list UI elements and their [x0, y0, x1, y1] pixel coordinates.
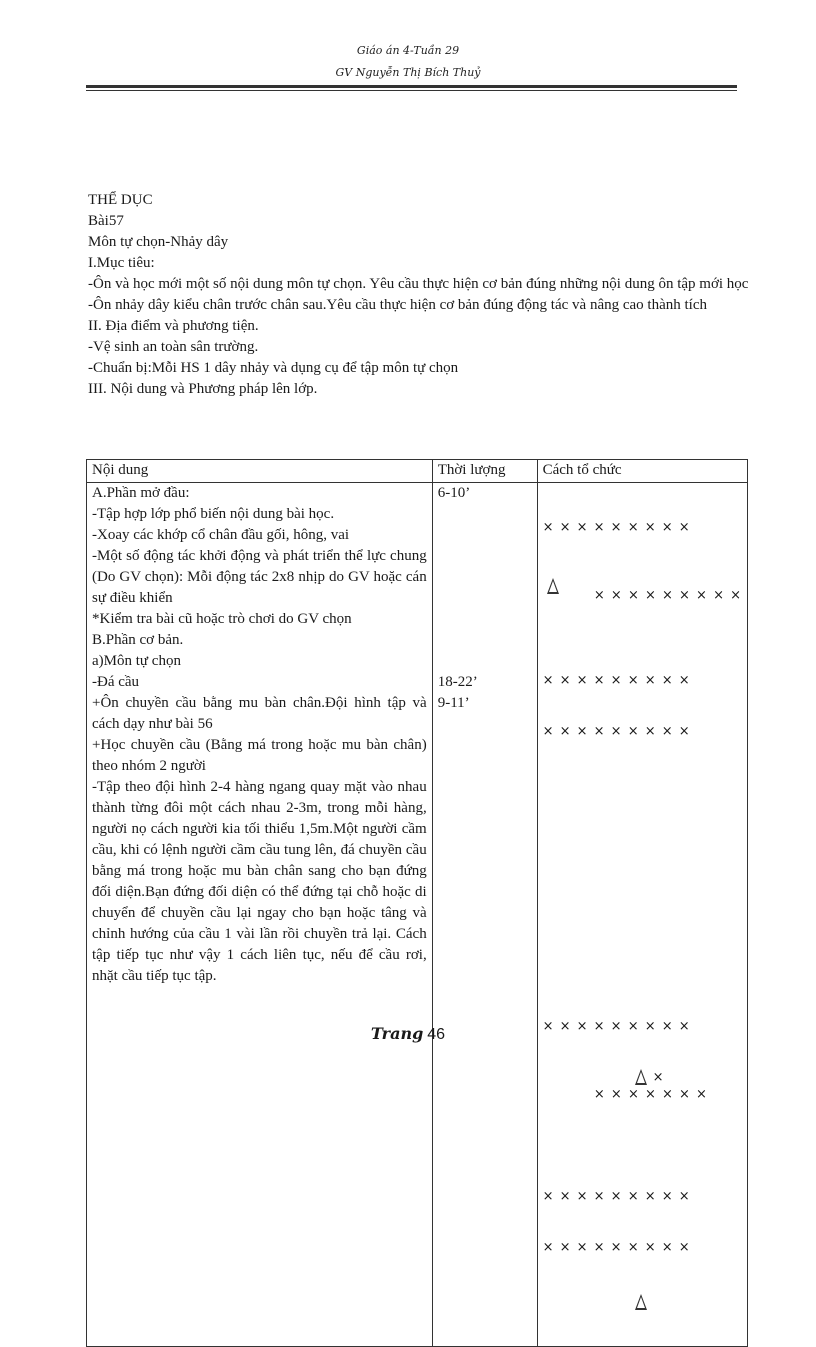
- objective-2: -Ôn nhảy dây kiểu chân trước chân sau.Yêu cầu thực hiện cơ bản đúng động tác và nâng cao thành tích: [88, 297, 707, 313]
- duration-main-2: 9-11’: [437, 695, 470, 711]
- formation-row: × × × × × × × × ×: [542, 1189, 691, 1204]
- content-line: -Một số động tác khởi động và phát triển thể lực chung (Do GV chọn): Mỗi động tác 2x8 nhịp do GV hoặc cán sự điều khiển: [92, 548, 427, 606]
- section-methods: III. Nội dung và Phương pháp lên lớp.: [88, 381, 318, 397]
- duration-cell: [432, 483, 537, 1347]
- page-header: [0, 40, 816, 84]
- content-line: a)Môn tự chọn: [92, 653, 181, 669]
- formation-row: × × × × × × × × ×: [542, 1240, 691, 1255]
- formation-bottom: × × × × × × × × × × × × × × × × × × × × × × × × × × × × × × × × × × ×: [543, 984, 742, 1346]
- header-organization: Cách tổ chức: [537, 460, 747, 483]
- page-number: 46: [427, 1026, 446, 1043]
- location-item-1: -Vệ sinh an toàn sân trường.: [88, 339, 259, 355]
- formation-row: × × × × × × × × ×: [593, 588, 742, 603]
- table-header-row: [87, 460, 748, 483]
- teacher-marker-icon: [635, 1069, 647, 1085]
- page-label: Trang: [370, 1024, 424, 1043]
- formation-row: × × × × × × × × ×: [542, 520, 691, 535]
- content-line: +Học chuyền cầu (Bằng má trong hoặc mu bàn chân) theo nhóm 2 người: [92, 737, 427, 774]
- header-content: Nội dung: [87, 460, 433, 483]
- formation-row: × × × × × × × × ×: [542, 724, 691, 739]
- content-line: B.Phần cơ bản.: [92, 632, 184, 648]
- content-cell: [87, 483, 433, 1347]
- subject-title: THỂ DỤC: [88, 192, 153, 208]
- formation-row: × × × × × × × × ×: [542, 1019, 691, 1034]
- formation-top: [543, 485, 742, 774]
- content-line: -Đá cầu: [92, 674, 140, 690]
- location-item-2: -Chuẩn bị:Mỗi HS 1 dây nhảy và dụng cụ để tập môn tự chọn: [88, 360, 459, 376]
- content-line: +Ôn chuyền cầu bằng mu bàn chân.Đội hình tập và cách dạy như bài 56: [92, 695, 427, 732]
- header-divider: [86, 85, 737, 88]
- page-footer: [0, 1024, 816, 1044]
- content-line: *Kiểm tra bài cũ hoặc trò chơi do GV chọn: [92, 611, 352, 627]
- content-line: A.Phần mở đầu:: [92, 485, 190, 501]
- header-duration: Thời lượng: [432, 460, 537, 483]
- teacher-marker-icon: [547, 578, 559, 594]
- header-line-2: GV Nguyễn Thị Bích Thuỷ: [335, 66, 481, 79]
- duration-main-1: 18-22’: [437, 674, 478, 690]
- content-line: -Tập theo đội hình 2-4 hàng ngang quay mặt vào nhau thành từng đôi một cách nhau 2-3m, trong mỗi hàng, người nọ cách người kia tối thiểu 1,5m.Một người cầm cầu, khi có lệnh người cầm cầu tung lên, đá chuyền cầu bằng má trong hoặc mu bàn chân sang cho bạn đứng đối diện.Bạn đứng đối diện có thể đứng tại chỗ hoặc di chuyển để chuyền cầu lại ngay cho bạn hoặc tâng và chỉnh hướng của cầu 1 vài lần rồi chuyền trả lại. Cách tập tiếp tục như vậy 1 cách liên tục, nếu để cầu rơi, nhặt cầu tiếp tục tập.: [92, 779, 427, 984]
- teacher-marker-icon: [635, 1294, 647, 1310]
- formation-row: × × × × × × × × ×: [542, 673, 691, 688]
- section-objectives: I.Mục tiêu:: [88, 255, 155, 271]
- header-line-1: Giáo án 4-Tuần 29: [356, 44, 460, 57]
- content-line: -Xoay các khớp cổ chân đầu gối, hông, vai: [92, 527, 350, 543]
- table-row: [87, 483, 748, 1347]
- lesson-intro: [88, 190, 760, 400]
- lesson-table: [86, 459, 748, 1347]
- lesson-number: Bài57: [88, 213, 124, 229]
- organization-cell: [537, 483, 747, 1347]
- duration-warmup: 6-10’: [437, 485, 471, 501]
- formation-row: × × × × × × ×: [593, 1087, 714, 1102]
- content-line: -Tập hợp lớp phổ biến nội dung bài học.: [92, 506, 335, 522]
- objective-1: -Ôn và học mới một số nội dung môn tự chọn. Yêu cầu thực hiện cơ bản đúng những nội dung ôn tập mới học: [88, 276, 749, 292]
- section-location: II. Địa điểm và phương tiện.: [88, 318, 259, 334]
- lesson-topic: Môn tự chọn-Nhảy dây: [88, 234, 229, 250]
